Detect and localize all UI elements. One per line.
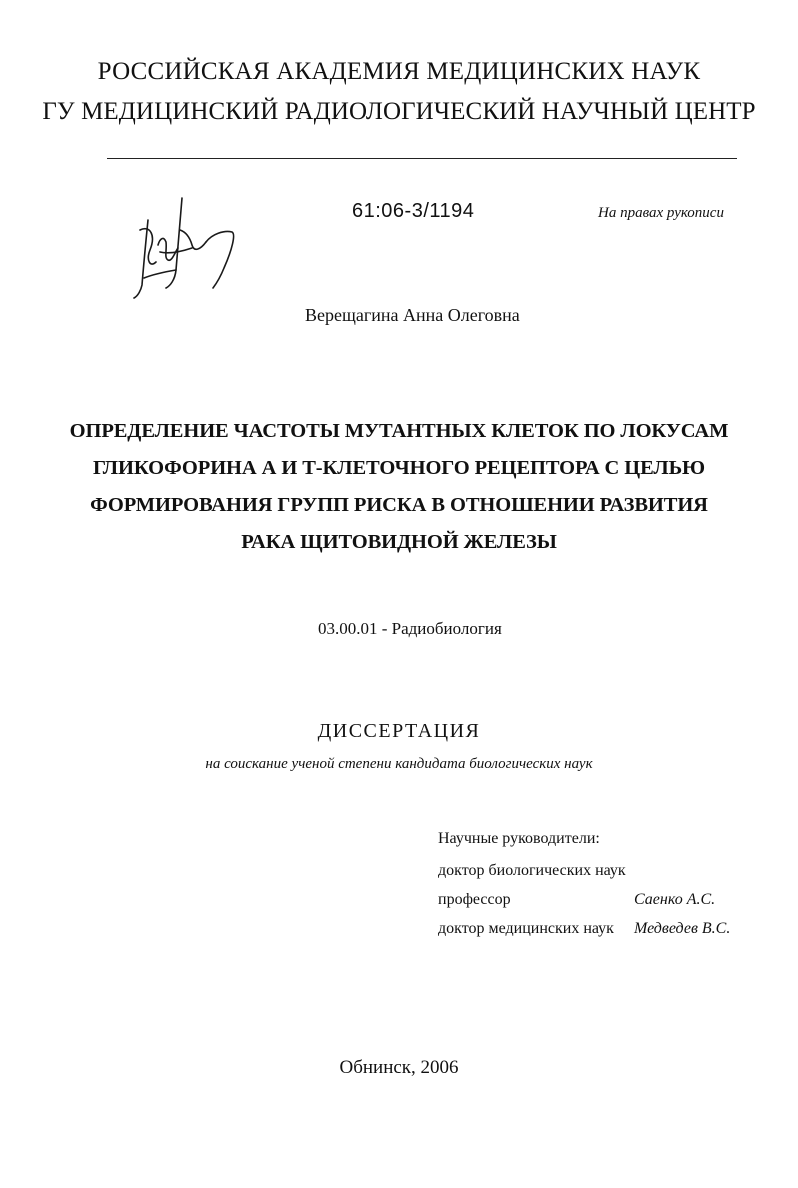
author-name: Верещагина Анна Олеговна [305,305,520,325]
organization-line-1: РОССИЙСКАЯ АКАДЕМИЯ МЕДИЦИНСКИХ НАУК [97,58,701,85]
supervisors-heading: Научные руководители: [438,830,600,847]
title-line: ОПРЕДЕЛЕНИЕ ЧАСТОТЫ МУТАНТНЫХ КЛЕТОК ПО ЛОКУСАМ [69,420,729,442]
title-line: ФОРМИРОВАНИЯ ГРУПП РИСКА В ОТНОШЕНИИ РАЗВИТИЯ [90,494,708,516]
signature-image [120,190,250,310]
supervisor-title: профессор [438,891,511,908]
degree-note: на соискание ученой степени кандидата биологических наук [205,756,593,772]
specialty: 03.00.01 - Радиобиология [318,619,502,638]
title-line: РАКА ЩИТОВИДНОЙ ЖЕЛЕЗЫ [241,531,557,553]
supervisor-name: Саенко А.С. [634,891,716,908]
supervisor-title: доктор медицинских наук [438,920,614,937]
organization-line-2: ГУ МЕДИЦИНСКИЙ РАДИОЛОГИЧЕСКИЙ НАУЧНЫЙ ЦЕНТР [42,98,756,125]
title-line: ГЛИКОФОРИНА А И Т-КЛЕТОЧНОГО РЕЦЕПТОРА С ЦЕЛЬЮ [92,457,706,479]
supervisor-row [438,891,511,909]
place-year: Обнинск, 2006 [339,1057,459,1078]
dissertation-title [0,413,798,561]
supervisor-name: Медведев В.С. [634,920,731,937]
supervisor-row [438,862,626,880]
registry-code: 61:06-3/1194 [352,200,475,222]
supervisor-row [438,920,614,938]
rights-note: На правах рукописи [598,205,724,221]
supervisor-title: доктор биологических наук [438,862,626,879]
work-type: ДИССЕРТАЦИЯ [317,720,481,742]
header-divider [107,158,737,159]
